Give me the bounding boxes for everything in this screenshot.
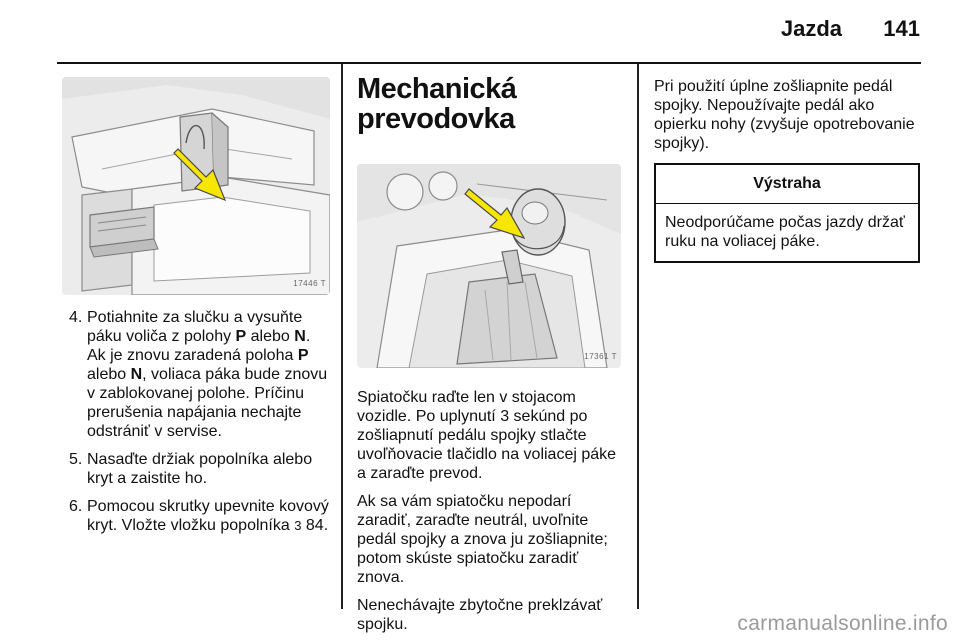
column-divider-right bbox=[637, 64, 639, 609]
figure-code: 17361 T bbox=[584, 352, 617, 361]
page-number: 141 bbox=[883, 16, 920, 41]
figure-code: 17446 T bbox=[293, 279, 326, 288]
middle-column bbox=[357, 64, 624, 643]
paragraph: Spiatočku raďte len v stojacom vozidle. Po uplynutí 3 sekúnd po zošliapnutí pedálu spojky stlačte uvoľňovacie tlačidlo na voliacej páke a zaraďte prevod. bbox=[357, 389, 617, 482]
step-number: 4. bbox=[69, 309, 83, 326]
warning-box bbox=[654, 163, 920, 263]
gear-lever-illustration bbox=[357, 164, 621, 368]
step-list bbox=[62, 308, 332, 535]
step-text: Pomocou skrutky upevnite kovový kryt. Vložte vložku popolníka 3 84. bbox=[87, 498, 329, 534]
xref-page[interactable]: 84. bbox=[301, 517, 329, 534]
warning-text: Neodporúčame počas jazdy držať ruku na voliacej páke. bbox=[665, 214, 905, 250]
warning-title: Výstraha bbox=[656, 165, 918, 204]
ashtray-illustration bbox=[62, 77, 330, 295]
list-item bbox=[62, 497, 332, 535]
section-title: Jazda bbox=[780, 16, 842, 41]
column-divider-left bbox=[341, 64, 343, 609]
right-column bbox=[654, 64, 920, 263]
left-column bbox=[62, 64, 332, 544]
paragraph: Nenechávajte zbytočne preklzávať spojku. bbox=[357, 597, 603, 633]
paragraph: Pri použití úplne zošliapnite pedál spojky. Nepoužívajte pedál ako opierku nohy (zvyšuje opotrebovanie spojky). bbox=[654, 78, 915, 152]
gear-lever-figure bbox=[357, 164, 621, 368]
step-number: 5. bbox=[69, 451, 83, 468]
paragraph: Ak sa vám spiatočku nepodarí zaradiť, zaraďte neutrál, uvoľnite pedál spojky a znova ju zošliapnite; potom skúste spiatočku zaradiť znova. bbox=[357, 493, 608, 586]
ashtray-figure bbox=[62, 77, 330, 295]
step-number: 6. bbox=[69, 498, 83, 515]
watermark: carmanualsonline.info bbox=[737, 612, 948, 635]
body-text bbox=[357, 388, 624, 634]
step-text: Nasaďte držiak popolníka alebo kryt a zaistite ho. bbox=[87, 451, 313, 487]
list-item bbox=[62, 450, 332, 488]
cross-reference-icon: 3 bbox=[294, 518, 302, 533]
step-text: Potiahnite za slučku a vysuňte páku voliča z polohy P alebo N. Ak je znovu zaradená poloha P alebo N, voliaca páka bude znovu v zablokovanej polohe. Príčinu prerušenia napájania nechajte odstrániť v servise. bbox=[87, 309, 328, 440]
section-heading: Mechanická prevodovka bbox=[357, 73, 517, 135]
list-item bbox=[62, 308, 332, 441]
page-header bbox=[0, 14, 960, 46]
